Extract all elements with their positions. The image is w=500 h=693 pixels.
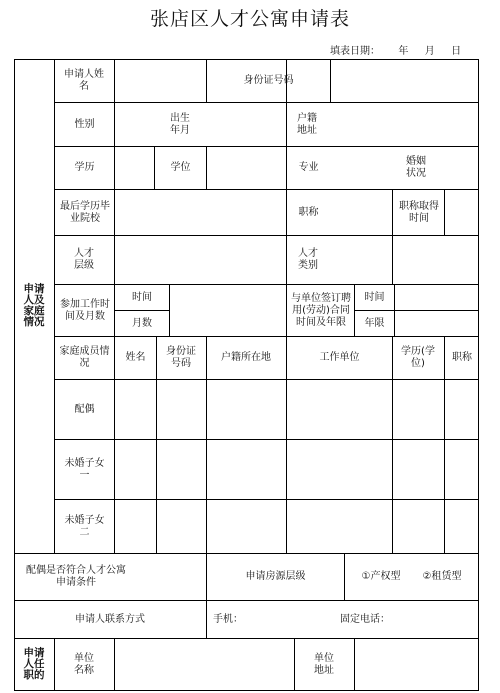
header-member-name: 姓名 <box>125 352 146 363</box>
label-id-number: 身份证号码 <box>243 74 294 86</box>
grid-line <box>444 336 445 553</box>
label-marital: 婚姻状况 <box>406 156 426 179</box>
header-family-members: 家庭成员情况 <box>59 346 110 369</box>
input-unit-name[interactable] <box>115 639 294 690</box>
label-spouse-qualify: 配偶是否符合人才公寓申请条件 <box>26 565 126 588</box>
row-unmarried-child-1: 未婚子女一 <box>64 457 105 481</box>
section-applicant-job: 申请人任职的 <box>23 647 45 681</box>
fill-date-month[interactable]: 月 <box>424 46 435 57</box>
label-gender: 性别 <box>74 118 95 130</box>
grid-line <box>156 336 157 553</box>
grid-line <box>54 499 479 500</box>
grid-line <box>206 146 207 190</box>
header-member-education: 学历(学位) <box>401 346 435 369</box>
grid-line <box>54 235 479 236</box>
label-contract-years: 年限 <box>364 317 385 329</box>
form-title: 张店区人才公寓申请表 <box>149 8 350 30</box>
label-title-date: 职称取得时间 <box>399 200 439 224</box>
label-hukou-address: 户籍地址 <box>297 112 317 136</box>
header-member-id: 身份证号码 <box>166 346 196 369</box>
label-landline: 固定电话： <box>340 613 390 625</box>
grid-line <box>392 189 393 285</box>
grid-line <box>54 439 479 440</box>
input-id-number[interactable] <box>331 60 478 102</box>
grid-line <box>14 690 479 691</box>
label-talent-category: 人才类别 <box>298 248 318 271</box>
label-mobile: 手机： <box>213 613 243 625</box>
header-member-employer: 工作单位 <box>319 352 360 363</box>
grid-line <box>169 284 170 336</box>
fill-date-day[interactable]: 日 <box>451 46 462 57</box>
label-education: 学历 <box>74 162 95 173</box>
label-contract: 与单位签订聘用(劳动)合同时间及年限 <box>291 292 351 328</box>
fill-date <box>330 42 461 57</box>
option-property-type[interactable]: ①产权型 <box>361 571 401 582</box>
grid-line <box>294 638 295 691</box>
row-unmarried-child-2: 未婚子女二 <box>64 514 105 538</box>
label-housing-level: 申请房源层级 <box>245 571 306 582</box>
label-graduate-school: 最后学历毕业院校 <box>60 200 110 224</box>
input-unit-address[interactable] <box>355 639 478 690</box>
label-months: 月数 <box>132 317 152 329</box>
label-name: 申请人姓名 <box>64 68 104 92</box>
option-rental-type[interactable]: ②租赁型 <box>422 571 462 582</box>
grid-line <box>394 284 395 336</box>
label-degree: 学位 <box>170 162 191 173</box>
fill-date-label: 填表日期： <box>330 46 380 57</box>
fill-date-year[interactable]: 年 <box>398 46 409 57</box>
row-spouse: 配偶 <box>74 403 95 415</box>
label-birth: 出生年月 <box>170 112 190 136</box>
label-contract-time: 时间 <box>364 291 385 303</box>
application-form <box>14 59 479 691</box>
grid-line <box>14 59 15 691</box>
header-member-hukou: 户籍所在地 <box>221 352 271 363</box>
label-major: 专业 <box>298 162 319 173</box>
input-name[interactable] <box>115 60 205 102</box>
label-contact: 申请人联系方式 <box>75 613 145 625</box>
header-member-title: 职称 <box>452 352 472 363</box>
label-time: 时间 <box>132 291 152 303</box>
label-unit-name: 单位名称 <box>74 652 94 676</box>
grid-line <box>444 189 445 236</box>
grid-line <box>392 336 393 553</box>
label-talent-level: 人才层级 <box>74 248 94 271</box>
label-work-time: 参加工作时间及月数 <box>60 298 110 322</box>
grid-line <box>54 379 479 380</box>
input-gender[interactable] <box>115 103 154 146</box>
label-unit-address: 单位地址 <box>314 652 334 676</box>
grid-line <box>286 59 287 553</box>
label-title: 职称 <box>298 206 319 218</box>
section-applicant-family: 申请人及家庭情况 <box>23 283 45 328</box>
grid-line <box>478 59 479 691</box>
input-hukou-address[interactable] <box>331 103 478 146</box>
grid-line <box>54 638 55 691</box>
grid-line <box>344 553 345 601</box>
grid-line <box>206 336 207 553</box>
input-birth[interactable] <box>207 103 286 146</box>
